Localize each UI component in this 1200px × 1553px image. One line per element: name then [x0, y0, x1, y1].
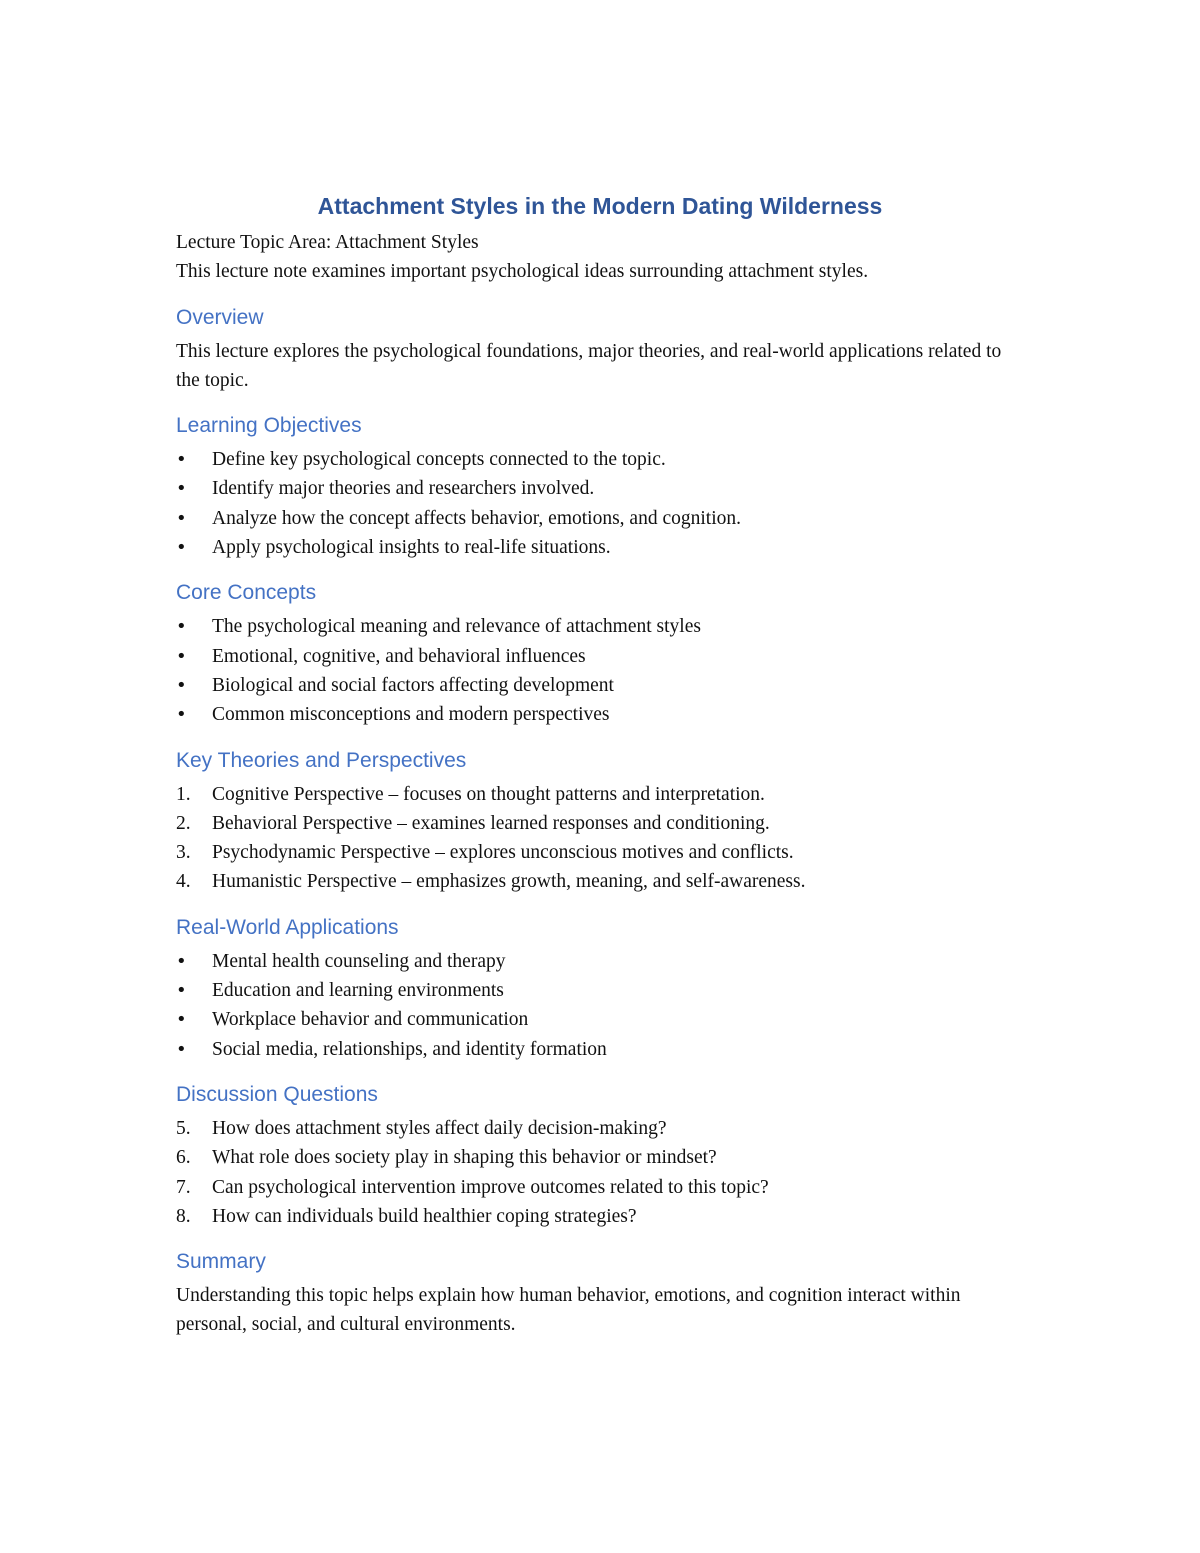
list-item — [176, 1173, 1026, 1202]
document-title: Attachment Styles in the Modern Dating Wilderness — [317, 193, 883, 219]
overview-text: This lecture explores the psychological foundations, major theories, and real-world applications related to the topic. — [176, 340, 1002, 391]
item-text: Can psychological intervention improve outcomes related to this topic? — [212, 1176, 769, 1198]
list-item: • Mental health counseling and therapy — [176, 947, 1026, 976]
item-number: 7. — [176, 1176, 191, 1198]
item-number: 2. — [176, 812, 191, 834]
list-item — [176, 1114, 1026, 1143]
overview-heading: Overview — [176, 305, 264, 329]
item-number: 5. — [176, 1117, 191, 1139]
item-number: 3. — [176, 842, 191, 864]
list-item — [176, 809, 1026, 838]
list-item: • Identify major theories and researchers involved. — [176, 474, 1026, 503]
theories-list — [176, 780, 1026, 897]
item-text: Psychodynamic Perspective – explores unconscious motives and conflicts. — [212, 842, 794, 864]
list-item — [176, 838, 1026, 867]
list-item: • Workplace behavior and communication — [176, 1005, 1026, 1034]
list-item: • Common misconceptions and modern perspectives — [176, 700, 1026, 729]
list-item: • The psychological meaning and relevance of attachment styles — [176, 612, 1026, 641]
theories-heading: Key Theories and Perspectives — [176, 748, 467, 772]
item-text: Cognitive Perspective – focuses on thought patterns and interpretation. — [212, 783, 765, 805]
list-item: • Education and learning environments — [176, 976, 1026, 1005]
item-text: How does attachment styles affect daily decision-making? — [212, 1117, 667, 1139]
list-item — [176, 867, 1026, 896]
intro-text: This lecture note examines important psychological ideas surrounding attachment styles. — [176, 261, 869, 283]
list-item — [176, 1202, 1026, 1231]
core-concepts-heading: Core Concepts — [176, 581, 317, 605]
objectives-heading: Learning Objectives — [176, 414, 362, 438]
list-item: • Biological and social factors affecting development — [176, 671, 1026, 700]
list-item — [176, 1143, 1026, 1172]
summary-heading: Summary — [176, 1250, 266, 1274]
item-text: How can individuals build healthier coping strategies? — [212, 1205, 637, 1227]
applications-list — [176, 947, 1026, 1064]
list-item: • Emotional, cognitive, and behavioral influences — [176, 642, 1026, 671]
item-number: 4. — [176, 871, 191, 893]
discussion-list — [176, 1114, 1026, 1231]
item-number: 8. — [176, 1205, 191, 1227]
item-text: Behavioral Perspective – examines learned responses and conditioning. — [212, 812, 770, 834]
list-item: • Define key psychological concepts connected to the topic. — [176, 445, 1026, 474]
list-item: • Apply psychological insights to real-life situations. — [176, 533, 1026, 562]
document-page — [176, 190, 1026, 1340]
core-concepts-list — [176, 612, 1026, 729]
item-number: 1. — [176, 783, 191, 805]
summary-text: Understanding this topic helps explain how human behavior, emotions, and cognition interact within personal, social, and cultural environments. — [176, 1285, 961, 1336]
item-text: What role does society play in shaping this behavior or mindset? — [212, 1147, 717, 1169]
discussion-heading: Discussion Questions — [176, 1082, 378, 1106]
list-item: • Analyze how the concept affects behavior, emotions, and cognition. — [176, 504, 1026, 533]
objectives-list — [176, 445, 1026, 562]
applications-heading: Real-World Applications — [176, 915, 399, 939]
topic-line: Lecture Topic Area: Attachment Styles — [176, 232, 479, 253]
list-item: • Social media, relationships, and identity formation — [176, 1035, 1026, 1064]
list-item — [176, 780, 1026, 809]
item-text: Humanistic Perspective – emphasizes growth, meaning, and self-awareness. — [212, 871, 806, 893]
item-number: 6. — [176, 1147, 191, 1169]
